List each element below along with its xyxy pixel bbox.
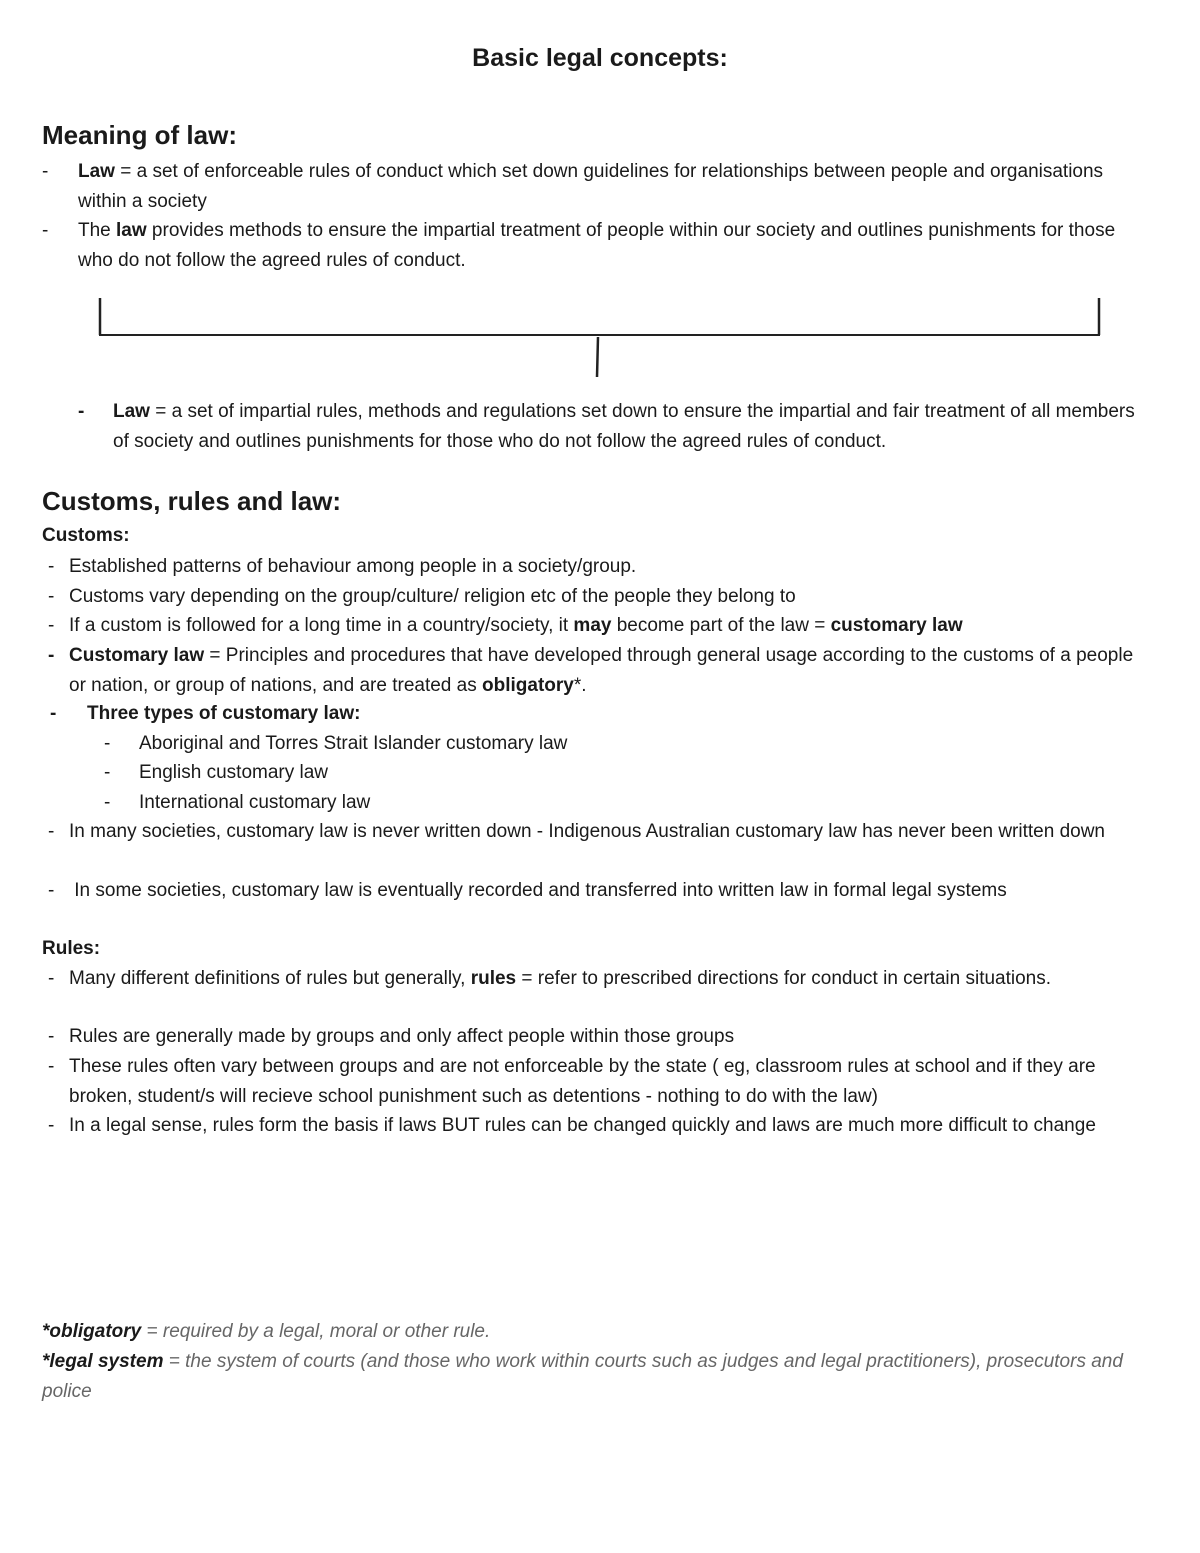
list-item bbox=[48, 1052, 1158, 1111]
rules-heading: Rules: bbox=[42, 938, 101, 959]
list-item bbox=[50, 699, 1150, 729]
list-item bbox=[48, 611, 1158, 641]
list-item-text: The law provides methods to ensure the impartial treatment of people within our society and outlines punishments for those who do not follow the agreed rules of conduct. bbox=[78, 220, 1116, 271]
list-item bbox=[42, 216, 1152, 275]
summary-item bbox=[78, 397, 1153, 456]
sub-list-item-text: International customary law bbox=[139, 792, 371, 813]
bullet-dash: - bbox=[48, 586, 55, 607]
footnote-obligatory: *obligatory = required by a legal, moral or other rule. bbox=[42, 1321, 491, 1342]
list-item-text: Law = a set of enforceable rules of conduct which set down guidelines for relationships between people and organisations within a society bbox=[78, 161, 1104, 212]
bullet-dash: - bbox=[48, 968, 55, 989]
list-item bbox=[42, 157, 1152, 216]
list-item-text: If a custom is followed for a long time in a country/society, it may become part of the law = customary law bbox=[69, 615, 963, 636]
footnote-legal-system: *legal system = the system of courts (and those who work within courts such as judges and legal practitioners), prosecutors and police bbox=[42, 1351, 1123, 1402]
sub-list-item bbox=[104, 788, 1104, 818]
sub-list-item bbox=[104, 758, 1104, 788]
types-heading: Three types of customary law: bbox=[87, 703, 361, 724]
list-item-text: Rules are generally made by groups and only affect people within those groups bbox=[69, 1026, 735, 1047]
list-item bbox=[48, 817, 1148, 847]
list-item bbox=[48, 876, 1158, 906]
sub-list-item-text: Aboriginal and Torres Strait Islander customary law bbox=[139, 733, 568, 754]
list-item bbox=[48, 582, 1158, 612]
bullet-dash: - bbox=[48, 645, 55, 666]
sub-list-item bbox=[104, 729, 1104, 759]
meaning-heading: Meaning of law: bbox=[42, 120, 237, 150]
bullet-dash: - bbox=[48, 1056, 55, 1077]
list-item bbox=[48, 641, 1148, 700]
summary-text: Law = a set of impartial rules, methods and regulations set down to ensure the impartial and fair treatment of all members of society and outlines punishments for those who do not follow the agreed rules of conduct. bbox=[113, 401, 1135, 452]
bullet-dash: - bbox=[48, 615, 55, 636]
bullet-dash: - bbox=[48, 1026, 55, 1047]
bullet-dash: - bbox=[48, 880, 55, 901]
bullet-dash: - bbox=[104, 762, 111, 783]
list-item bbox=[48, 552, 1158, 582]
list-item-text: Established patterns of behaviour among people in a society/group. bbox=[69, 556, 637, 577]
bullet-dash: - bbox=[48, 556, 55, 577]
bullet-dash: - bbox=[104, 733, 111, 754]
list-item-text: Customs vary depending on the group/culture/ religion etc of the people they belong to bbox=[69, 586, 796, 607]
list-item-text: In many societies, customary law is never written down - Indigenous Australian customary law has never been written down bbox=[69, 821, 1105, 842]
bullet-dash: - bbox=[42, 161, 49, 182]
list-item-text: In a legal sense, rules form the basis if laws BUT rules can be changed quickly and laws are much more difficult to change bbox=[69, 1115, 1096, 1136]
list-item-text: These rules often vary between groups and are not enforceable by the state ( eg, classroom rules at school and if they are broken, student/s will recieve school punishment such as detentions - nothing to do with the law) bbox=[69, 1056, 1096, 1107]
sub-list-item-text: English customary law bbox=[139, 762, 329, 783]
bullet-dash: - bbox=[48, 1115, 55, 1136]
customs-rules-law-heading: Customs, rules and law: bbox=[42, 486, 342, 516]
list-item bbox=[48, 964, 1138, 994]
bracket-diagram bbox=[95, 295, 1105, 385]
list-item-text: Customary law = Principles and procedures that have developed through general usage according to the customs of a people or nation, or group of nations, and are treated as obligatory*. bbox=[69, 645, 1134, 696]
bullet-dash: - bbox=[42, 220, 49, 241]
bullet-dash: - bbox=[50, 703, 57, 724]
list-item-text: Many different definitions of rules but generally, rules = refer to prescribed directions for conduct in certain situations. bbox=[69, 968, 1052, 989]
bullet-dash: - bbox=[78, 401, 85, 422]
bullet-dash: - bbox=[104, 792, 111, 813]
page-title: Basic legal concepts: bbox=[472, 44, 728, 72]
list-item bbox=[48, 1111, 1160, 1141]
list-item bbox=[48, 1022, 1158, 1052]
list-item-text: In some societies, customary law is eventually recorded and transferred into written law in formal legal systems bbox=[69, 880, 1007, 901]
bullet-dash: - bbox=[48, 821, 55, 842]
customs-heading: Customs: bbox=[42, 525, 130, 546]
